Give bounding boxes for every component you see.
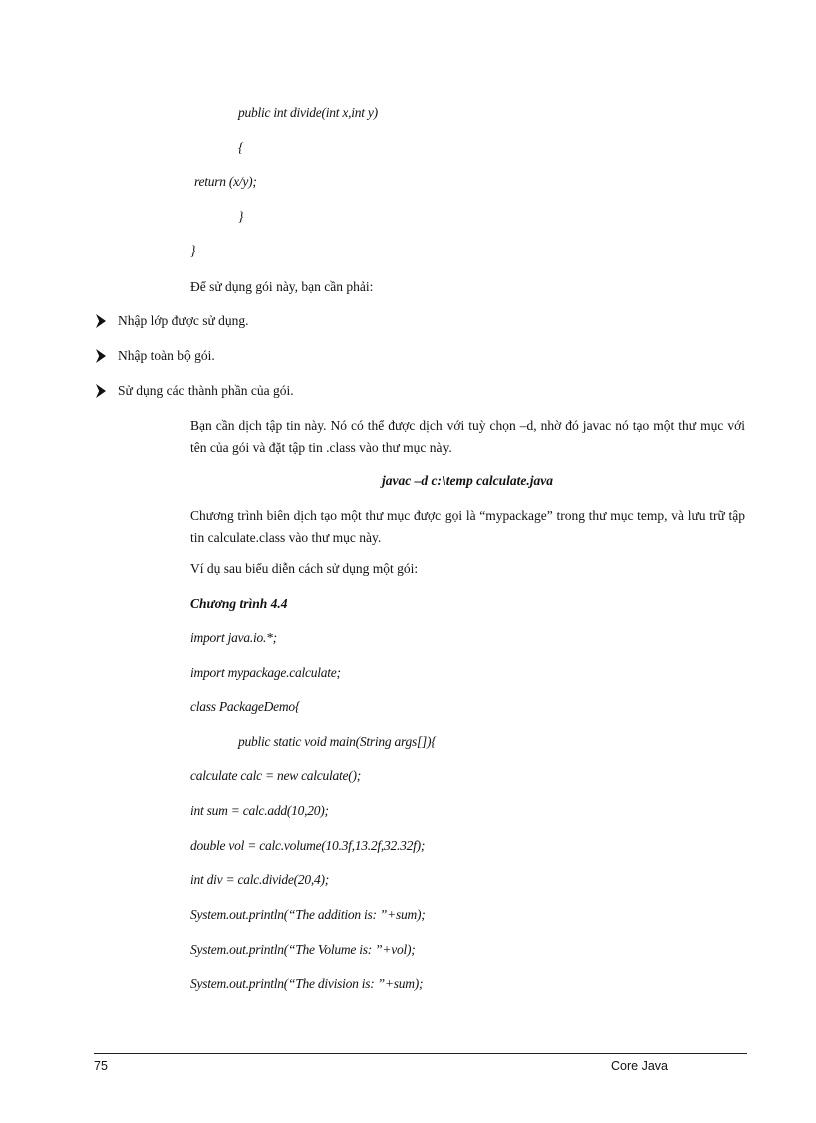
program-line-print-addition: System.out.println(“The addition is: ”+sum);: [190, 907, 426, 922]
bullet-label: Sử dụng các thành phần của gói.: [118, 383, 294, 398]
program-line-new-calc: calculate calc = new calculate();: [190, 768, 362, 783]
bullet-label: Nhập toàn bộ gói.: [118, 348, 215, 363]
code-line-class-close-brace: }: [190, 243, 196, 258]
paragraph-example-intro: Ví dụ sau biểu diễn cách sử dụng một gói:: [190, 561, 419, 576]
paragraph-compiler-result: Chương trình biên dịch tạo một thư mục được gọi là “mypackage” trong thư mục temp, và lưu trữ tập tin calculate.class vào thư mục này.: [190, 508, 745, 545]
code-line-divide-signature: public int divide(int x,int y): [238, 105, 378, 120]
footer-divider: [94, 1053, 747, 1054]
code-line-return: return (x/y);: [194, 174, 257, 189]
program-line-print-division: System.out.println(“The division is: ”+sum);: [190, 976, 424, 991]
program-line-import-package: import mypackage.calculate;: [190, 665, 341, 680]
program-line-sum: int sum = calc.add(10,20);: [190, 803, 329, 818]
book-title: Core Java: [611, 1059, 668, 1073]
program-line-volume: double vol = calc.volume(10.3f,13.2f,32.32f);: [190, 838, 426, 853]
program-line-divide: int div = calc.divide(20,4);: [190, 872, 329, 887]
program-line-print-volume: System.out.println(“The Volume is: ”+vol);: [190, 942, 416, 957]
arrowhead-bullet-icon: [96, 314, 106, 328]
code-line-open-brace: {: [238, 140, 244, 155]
code-line-close-brace: }: [238, 209, 244, 224]
paragraph-compile: Bạn cần dịch tập tin này. Nó có thể được dịch với tuỳ chọn –d, nhờ đó javac nó tạo một thư mục với tên của gói và đặt tập tin .class vào thư mục này.: [190, 418, 745, 455]
program-line-main: public static void main(String args[]){: [238, 734, 437, 749]
arrowhead-bullet-icon: [96, 349, 106, 363]
arrowhead-bullet-icon: [96, 384, 106, 398]
page-number: 75: [94, 1059, 108, 1073]
bullet-label: Nhập lớp được sử dụng.: [118, 313, 249, 328]
program-line-import-io: import java.io.*;: [190, 630, 277, 645]
program-line-class-decl: class PackageDemo{: [190, 699, 300, 714]
compile-command: javac –d c:\temp calculate.java: [382, 473, 553, 488]
program-heading: Chương trình 4.4: [190, 596, 288, 611]
intro-text: Để sử dụng gói này, bạn cần phải:: [190, 279, 374, 294]
